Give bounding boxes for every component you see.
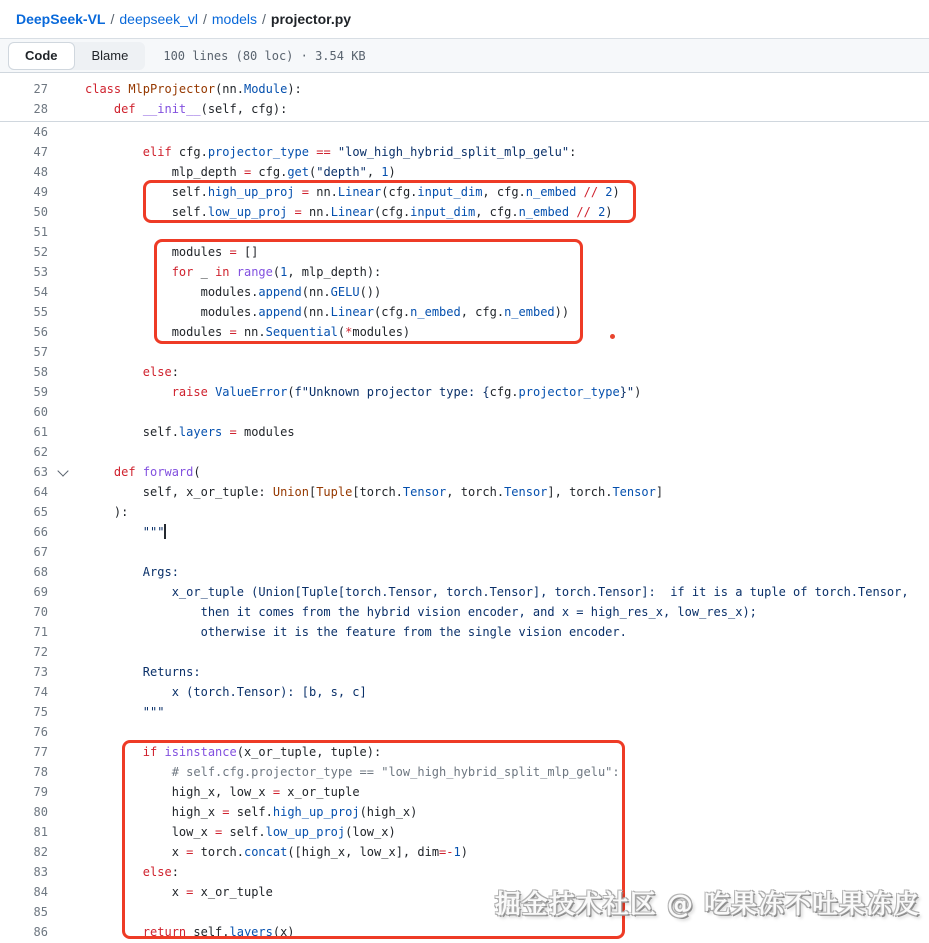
line-number[interactable]: 59 xyxy=(33,385,48,399)
code-line xyxy=(0,742,929,762)
code-line xyxy=(0,622,929,642)
code-line xyxy=(0,342,929,362)
code-text: class MlpProjector(nn.Module): xyxy=(85,82,302,96)
code-blame-toggle xyxy=(8,42,145,70)
code-line xyxy=(0,702,929,722)
line-number[interactable]: 77 xyxy=(33,745,48,759)
breadcrumb-dir-models[interactable]: models xyxy=(211,11,258,27)
line-number[interactable]: 53 xyxy=(33,265,48,279)
code-text: Args: xyxy=(85,565,179,579)
code-line xyxy=(0,802,929,822)
code-line xyxy=(0,262,929,282)
line-number[interactable]: 60 xyxy=(33,405,48,419)
code-text: if isinstance(x_or_tuple, tuple): xyxy=(142,745,382,759)
line-number[interactable]: 72 xyxy=(33,645,48,659)
code-text: x = torch.concat([high_x, low_x], dim=-1) xyxy=(85,845,468,859)
line-number[interactable]: 81 xyxy=(33,825,48,839)
code-text: mlp_depth = cfg.get("depth", 1) xyxy=(85,165,396,179)
code-line xyxy=(0,662,929,682)
code-text xyxy=(48,342,85,362)
code-text: ): xyxy=(85,505,129,519)
code-line xyxy=(0,482,929,502)
code-text xyxy=(48,642,85,662)
line-number[interactable]: 70 xyxy=(33,605,48,619)
code-line xyxy=(0,602,929,622)
code-line xyxy=(0,382,929,402)
code-text: else: xyxy=(142,865,179,879)
code-text: modules = [] xyxy=(85,245,259,259)
breadcrumb xyxy=(0,0,929,38)
line-number[interactable]: 57 xyxy=(33,345,48,359)
code-line xyxy=(0,782,929,802)
line-number[interactable]: 74 xyxy=(33,685,48,699)
line-number[interactable]: 61 xyxy=(33,425,48,439)
line-number[interactable]: 73 xyxy=(33,665,48,679)
line-number[interactable]: 54 xyxy=(33,285,48,299)
code-line xyxy=(0,722,929,742)
code-line xyxy=(0,402,929,422)
tab-code[interactable]: Code xyxy=(8,42,75,70)
code-text: elif cfg.projector_type == "low_high_hybrid_split_mlp_gelu": xyxy=(142,145,577,159)
code-text: modules = nn.Sequential(*modules) xyxy=(85,325,411,339)
tab-blame[interactable]: Blame xyxy=(75,42,146,70)
code-text: high_x, low_x = x_or_tuple xyxy=(85,785,360,799)
line-number[interactable]: 68 xyxy=(33,565,48,579)
line-number[interactable]: 56 xyxy=(33,325,48,339)
line-number[interactable]: 52 xyxy=(33,245,48,259)
line-number[interactable]: 46 xyxy=(33,125,48,139)
line-number[interactable]: 66 xyxy=(33,525,48,539)
line-number[interactable]: 55 xyxy=(33,305,48,319)
code-text: def __init__(self, cfg): xyxy=(113,102,288,116)
code-line xyxy=(0,842,929,862)
text-cursor xyxy=(164,524,166,539)
breadcrumb-filename: projector.py xyxy=(270,11,352,27)
code-text: x (torch.Tensor): [b, s, c] xyxy=(85,685,367,699)
code-line xyxy=(0,422,929,442)
code-text xyxy=(48,222,85,242)
code-text xyxy=(48,442,85,462)
line-number[interactable]: 84 xyxy=(33,885,48,899)
line-number[interactable]: 65 xyxy=(33,505,48,519)
code-line xyxy=(0,322,929,342)
code-text: # self.cfg.projector_type == "low_high_hybrid_split_mlp_gelu": xyxy=(171,765,620,779)
code-area xyxy=(0,73,929,942)
code-text: return self.layers(x) xyxy=(142,925,295,939)
code-line xyxy=(0,442,929,462)
code-text: then it comes from the hybrid vision encoder, and x = high_res_x, low_res_x); xyxy=(85,605,757,619)
line-number[interactable]: 79 xyxy=(33,785,48,799)
code-text: """ xyxy=(85,705,165,719)
line-number[interactable]: 80 xyxy=(33,805,48,819)
code-line xyxy=(0,642,929,662)
line-number[interactable]: 86 xyxy=(33,925,48,939)
code-text: for _ in range(1, mlp_depth): xyxy=(171,265,382,279)
line-number[interactable]: 71 xyxy=(33,625,48,639)
code-text: otherwise it is the feature from the single vision encoder. xyxy=(85,625,627,639)
line-number[interactable]: 28 xyxy=(33,102,48,116)
breadcrumb-repo-link[interactable]: DeepSeek-VL xyxy=(16,11,106,27)
code-line xyxy=(0,302,929,322)
code-line xyxy=(0,202,929,222)
code-text xyxy=(48,722,85,742)
line-number[interactable]: 67 xyxy=(33,545,48,559)
code-text: Returns: xyxy=(85,665,201,679)
line-number[interactable]: 75 xyxy=(33,705,48,719)
watermark: 掘金技术社区 @ 吃果冻不吐果冻皮 xyxy=(494,890,920,920)
code-line xyxy=(0,762,929,782)
code-text: x = x_or_tuple xyxy=(85,885,273,899)
code-line xyxy=(0,242,929,262)
code-text xyxy=(48,542,85,562)
line-number[interactable]: 76 xyxy=(33,725,48,739)
code-line xyxy=(0,99,929,119)
code-text: low_x = self.low_up_proj(low_x) xyxy=(85,825,396,839)
code-text: self.low_up_proj = nn.Linear(cfg.input_dim, cfg.n_embed // 2) xyxy=(85,205,613,219)
code-text: def forward( xyxy=(113,465,201,479)
code-line xyxy=(0,862,929,882)
code-text: self.high_up_proj = nn.Linear(cfg.input_dim, cfg.n_embed // 2) xyxy=(85,185,620,199)
line-number[interactable]: 64 xyxy=(33,485,48,499)
breadcrumb-dir-deepseek-vl[interactable]: deepseek_vl xyxy=(119,11,198,27)
file-meta-info: 100 lines (80 loc) · 3.54 KB xyxy=(163,48,366,63)
line-number[interactable]: 85 xyxy=(33,905,48,919)
line-number[interactable]: 82 xyxy=(33,845,48,859)
sticky-context-lines xyxy=(0,73,929,122)
code-text: modules.append(nn.GELU()) xyxy=(85,285,382,299)
code-line xyxy=(0,182,929,202)
code-line xyxy=(0,362,929,382)
code-line xyxy=(0,542,929,562)
line-number[interactable]: 69 xyxy=(33,585,48,599)
code-text xyxy=(48,122,85,142)
code-line xyxy=(0,562,929,582)
line-number[interactable]: 63 xyxy=(33,465,48,479)
code-text xyxy=(48,902,85,922)
code-line xyxy=(0,462,929,482)
code-line xyxy=(0,79,929,99)
code-text: modules.append(nn.Linear(cfg.n_embed, cfg.n_embed)) xyxy=(85,305,570,319)
code-line xyxy=(0,142,929,162)
line-number[interactable]: 62 xyxy=(33,445,48,459)
line-number[interactable]: 58 xyxy=(33,365,48,379)
line-number[interactable]: 50 xyxy=(33,205,48,219)
code-text: self, x_or_tuple: Union[Tuple[torch.Tensor, torch.Tensor], torch.Tensor] xyxy=(85,485,664,499)
code-line xyxy=(0,162,929,182)
code-line xyxy=(0,822,929,842)
file-toolbar xyxy=(0,38,929,73)
line-number[interactable]: 78 xyxy=(33,765,48,779)
code-line xyxy=(0,502,929,522)
code-text xyxy=(48,402,85,422)
code-line xyxy=(0,122,929,142)
code-text: high_x = self.high_up_proj(high_x) xyxy=(85,805,418,819)
code-line xyxy=(0,282,929,302)
line-number[interactable]: 51 xyxy=(33,225,48,239)
breadcrumb-separator: / xyxy=(262,11,266,27)
code-lines xyxy=(0,122,929,942)
line-number[interactable]: 47 xyxy=(33,145,48,159)
breadcrumb-separator: / xyxy=(203,11,207,27)
code-text: raise ValueError(f"Unknown projector type: {cfg.projector_type}") xyxy=(171,385,642,399)
code-line xyxy=(0,582,929,602)
line-number[interactable]: 49 xyxy=(33,185,48,199)
line-number[interactable]: 48 xyxy=(33,165,48,179)
code-line xyxy=(0,522,929,542)
line-number[interactable]: 83 xyxy=(33,865,48,879)
code-line xyxy=(0,682,929,702)
code-line xyxy=(0,922,929,942)
code-text: x_or_tuple (Union[Tuple[torch.Tensor, torch.Tensor], torch.Tensor]: if it is a tuple of torch.Tensor, xyxy=(85,585,909,599)
code-line xyxy=(0,222,929,242)
code-text: self.layers = modules xyxy=(85,425,295,439)
breadcrumb-separator: / xyxy=(110,11,115,27)
code-text: else: xyxy=(142,365,179,379)
code-text: """ xyxy=(142,525,165,539)
line-number[interactable]: 27 xyxy=(33,82,48,96)
